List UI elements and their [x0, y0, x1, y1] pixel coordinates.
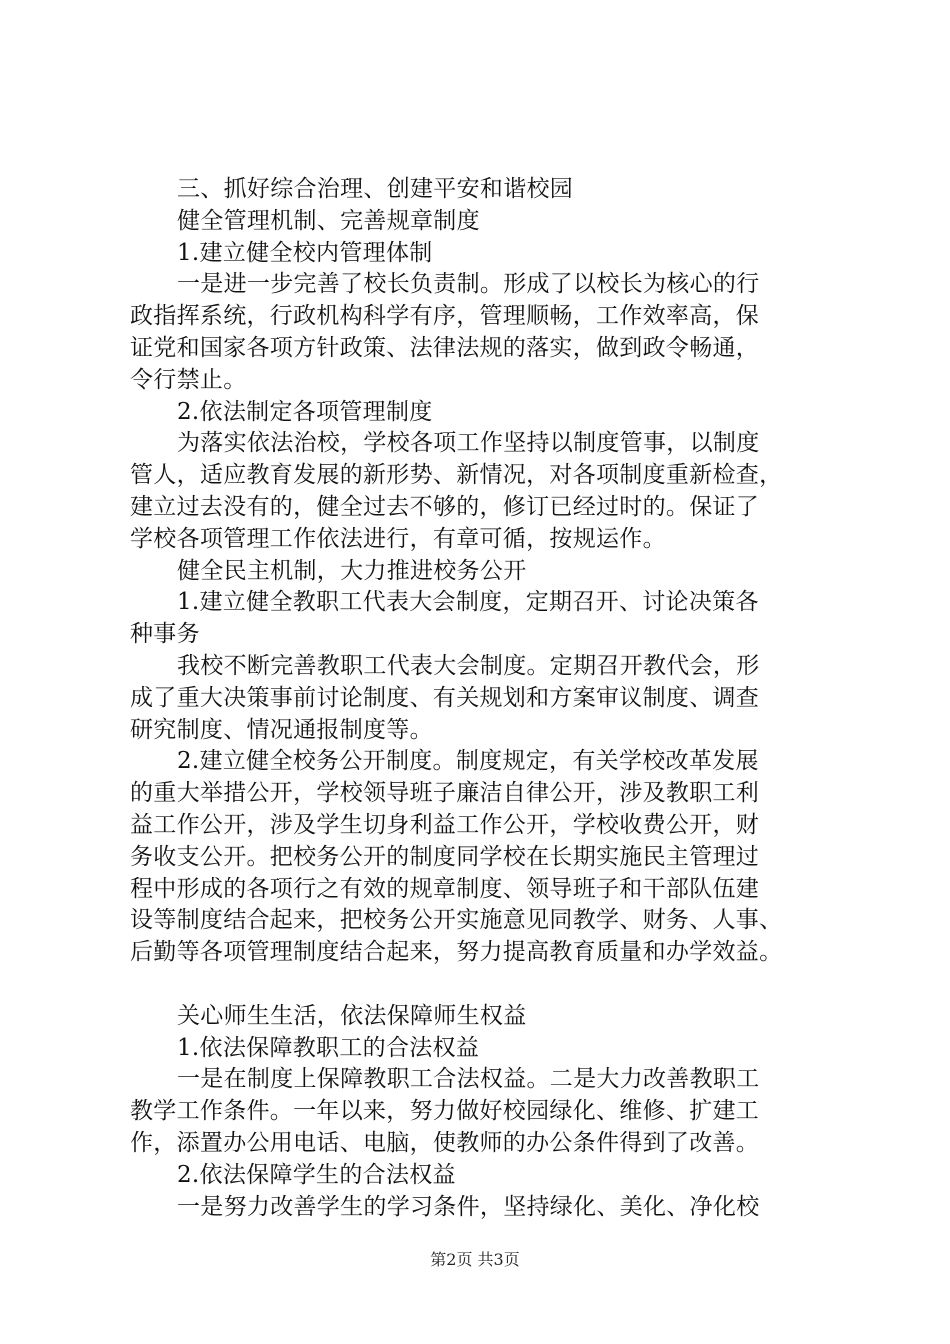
paragraph-continuation-line: 政指挥系统，行政机构科学有序，管理顺畅，工作效率高，保 — [130, 303, 760, 330]
paragraph-first-line: 关心师生生活，依法保障师生权益 — [177, 1002, 527, 1029]
paragraph-continuation-line: 的重大举措公开，学校领导班子廉洁自律公开，涉及教职工利 — [130, 780, 760, 807]
paragraph-first-line: 2.依法保障学生的合法权益 — [177, 1161, 456, 1188]
paragraph-continuation-line: 益工作公开，涉及学生切身利益工作公开，学校收费公开，财 — [130, 811, 760, 838]
document-body — [130, 174, 842, 1223]
page-footer: 第2页 共3页 — [430, 1250, 520, 1269]
paragraph-first-line: 为落实依法治校，学校各项工作坚持以制度管事，以制度 — [177, 430, 760, 457]
paragraph-continuation-line: 务收支公开。把校务公开的制度同学校在长期实施民主管理过 — [130, 843, 760, 870]
paragraph-first-line: 2.建立健全校务公开制度。制度规定，有关学校改革发展 — [177, 748, 759, 775]
paragraph-first-line: 健全管理机制、完善规章制度 — [177, 207, 480, 234]
paragraph-first-line: 三、抓好综合治理、创建平安和谐校园 — [177, 176, 574, 202]
paragraph-first-line: 2.依法制定各项管理制度 — [177, 398, 433, 425]
paragraph-first-line: 一是在制度上保障教职工合法权益。二是大力改善教职工 — [177, 1066, 760, 1093]
paragraph-continuation-line: 种事务 — [130, 621, 200, 648]
paragraph-continuation-line: 成了重大决策事前讨论制度、有关规划和方案审议制度、调查 — [130, 684, 760, 711]
paragraph-continuation-line: 学校各项管理工作依法进行，有章可循，按规运作。 — [130, 525, 666, 552]
paragraph-first-line: 1.建立健全校内管理体制 — [177, 239, 433, 266]
paragraph-first-line: 我校不断完善教职工代表大会制度。定期召开教代会，形 — [177, 652, 760, 679]
paragraph-continuation-line: 教学工作条件。一年以来，努力做好校园绿化、维修、扩建工 — [130, 1098, 760, 1125]
paragraph-continuation-line: 证党和国家各项方针政策、法律法规的落实，做到政令畅通， — [130, 334, 760, 361]
paragraph-continuation-line: 建立过去没有的，健全过去不够的，修订已经过时的。保证了 — [130, 493, 760, 520]
paragraph-first-line: 1.依法保障教职工的合法权益 — [177, 1034, 480, 1061]
paragraph-continuation-line: 程中形成的各项行之有效的规章制度、领导班子和干部队伍建 — [130, 875, 760, 902]
paragraph-continuation-line: 管人，适应教育发展的新形势、新情况，对各项制度重新检查， — [130, 462, 783, 489]
paragraph-continuation-line: 作，添置办公用电话、电脑，使教师的办公条件得到了改善。 — [130, 1129, 760, 1156]
paragraph-first-line: 一是努力改善学生的学习条件，坚持绿化、美化、净化校 — [177, 1193, 760, 1220]
paragraph-first-line: 1.建立健全教职工代表大会制度，定期召开、讨论决策各 — [177, 589, 759, 616]
paragraph-continuation-line: 设等制度结合起来，把校务公开实施意见同教学、财务、人事、 — [130, 907, 783, 934]
paragraph-first-line: 一是进一步完善了校长负责制。形成了以校长为核心的行 — [177, 271, 760, 298]
blank-line — [130, 969, 842, 1001]
paragraph-continuation-line: 后勤等各项管理制度结合起来，努力提高教育质量和办学效益。 — [130, 939, 783, 966]
paragraph-continuation-line: 研究制度、情况通报制度等。 — [130, 716, 433, 743]
paragraph-continuation-line: 令行禁止。 — [130, 366, 247, 393]
paragraph-first-line: 健全民主机制，大力推进校务公开 — [177, 557, 527, 584]
